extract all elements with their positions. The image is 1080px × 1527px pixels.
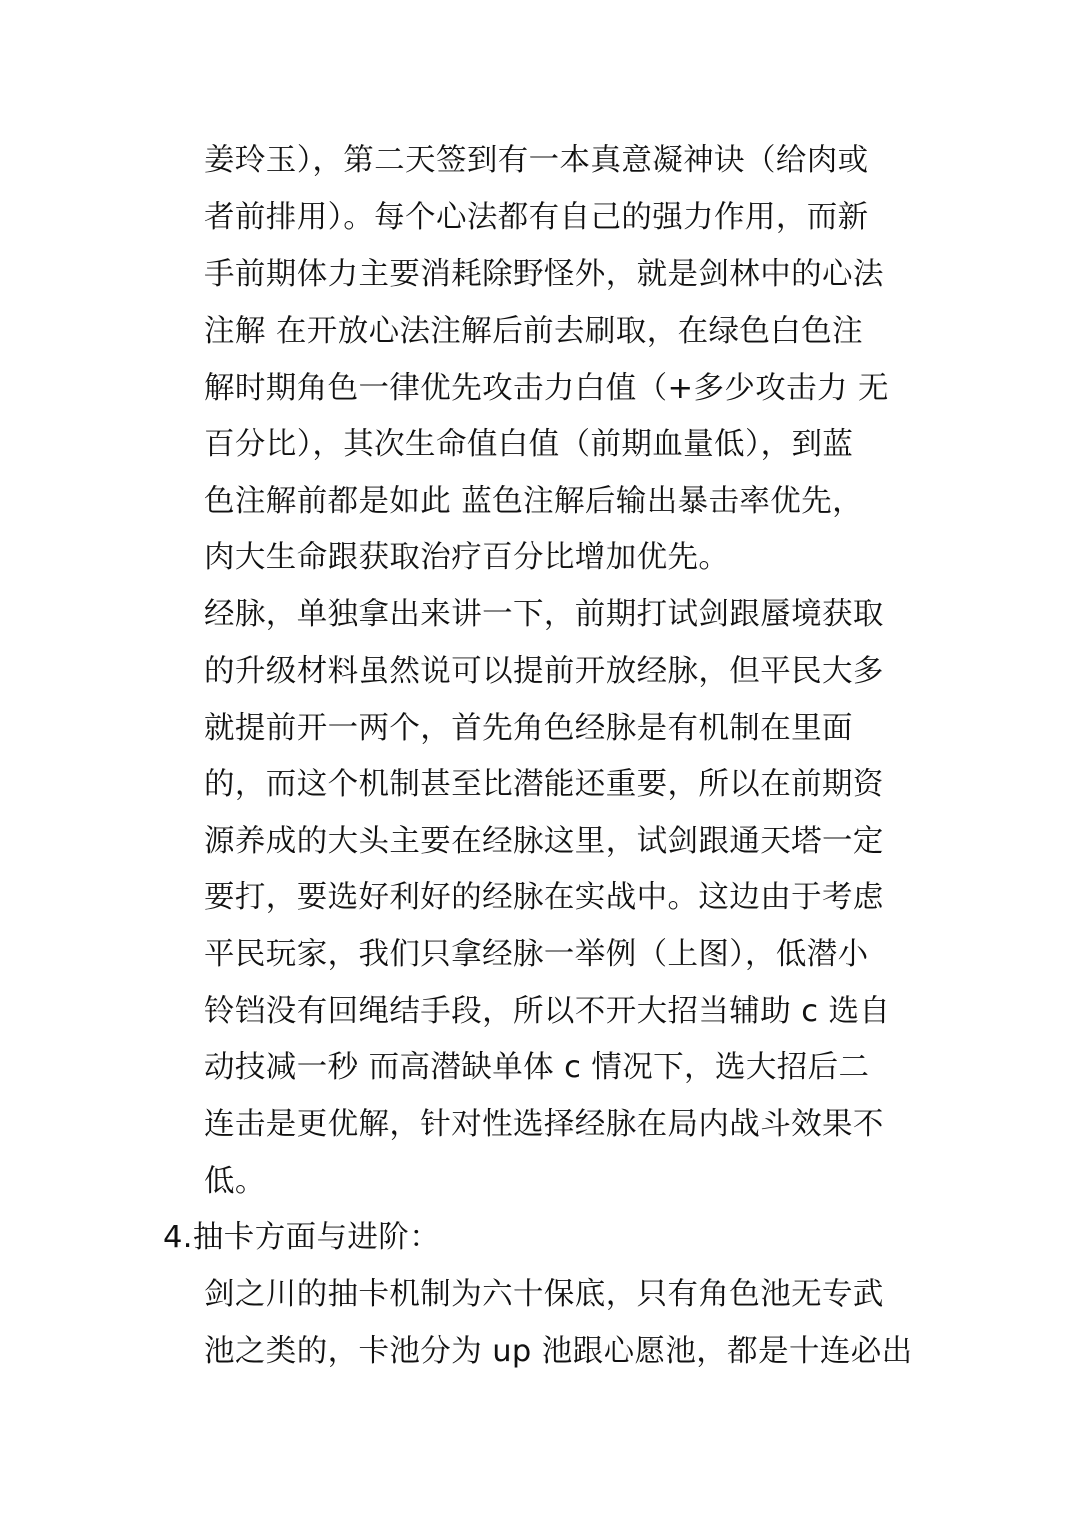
text-line: 百分比），其次生命值白值（前期血量低），到蓝 [204, 427, 854, 462]
text-line: 者前排用）。每个心法都有自己的强力作用，而新 [204, 200, 869, 235]
text-line: 的升级材料虽然说可以提前开放经脉，但平民大多 [204, 654, 884, 689]
text-line: 经脉，单独拿出来讲一下，前期打试剑跟蜃境获取 [204, 597, 884, 632]
text-line: 肉大生命跟获取治疗百分比增加优先。 [204, 540, 730, 575]
text-line: 低。 [204, 1164, 266, 1199]
text-line: 要打，要选好利好的经脉在实战中。这边由于考虑 [204, 880, 884, 915]
section-heading: 4.抽卡方面与进阶： [163, 1220, 441, 1255]
text-line: 动技减一秒 而高潜缺单体 c 情况下，选大招后二 [204, 1050, 870, 1085]
text-line: 手前期体力主要消耗除野怪外，就是剑林中的心法 [204, 257, 884, 292]
text-line: 源养成的大头主要在经脉这里，试剑跟通天塔一定 [204, 824, 884, 859]
text-line: 的，而这个机制甚至比潜能还重要，所以在前期资 [204, 767, 884, 802]
text-line: 解时期角色一律优先攻击力白值（+多少攻击力 无 [204, 371, 889, 406]
text-line: 铃铛没有回绳结手段，所以不开大招当辅助 c 选自 [204, 994, 891, 1029]
text-line: 剑之川的抽卡机制为六十保底，只有角色池无专武 [204, 1277, 884, 1312]
text-line: 就提前开一两个，首先角色经脉是有机制在里面 [204, 711, 853, 746]
text-line: 连击是更优解，针对性选择经脉在局内战斗效果不 [204, 1107, 884, 1142]
text-line: 注解 在开放心法注解后前去刷取，在绿色白色注 [204, 314, 863, 349]
text-line: 平民玩家，我们只拿经脉一举例（上图），低潜小 [204, 937, 869, 972]
text-line: 姜玲玉），第二天签到有一本真意凝神诀（给肉或 [204, 143, 869, 178]
text-line: 池之类的，卡池分为 up 池跟心愿池，都是十连必出 [204, 1334, 913, 1369]
text-line: 色注解前都是如此 蓝色注解后输出暴击率优先， [204, 484, 863, 519]
